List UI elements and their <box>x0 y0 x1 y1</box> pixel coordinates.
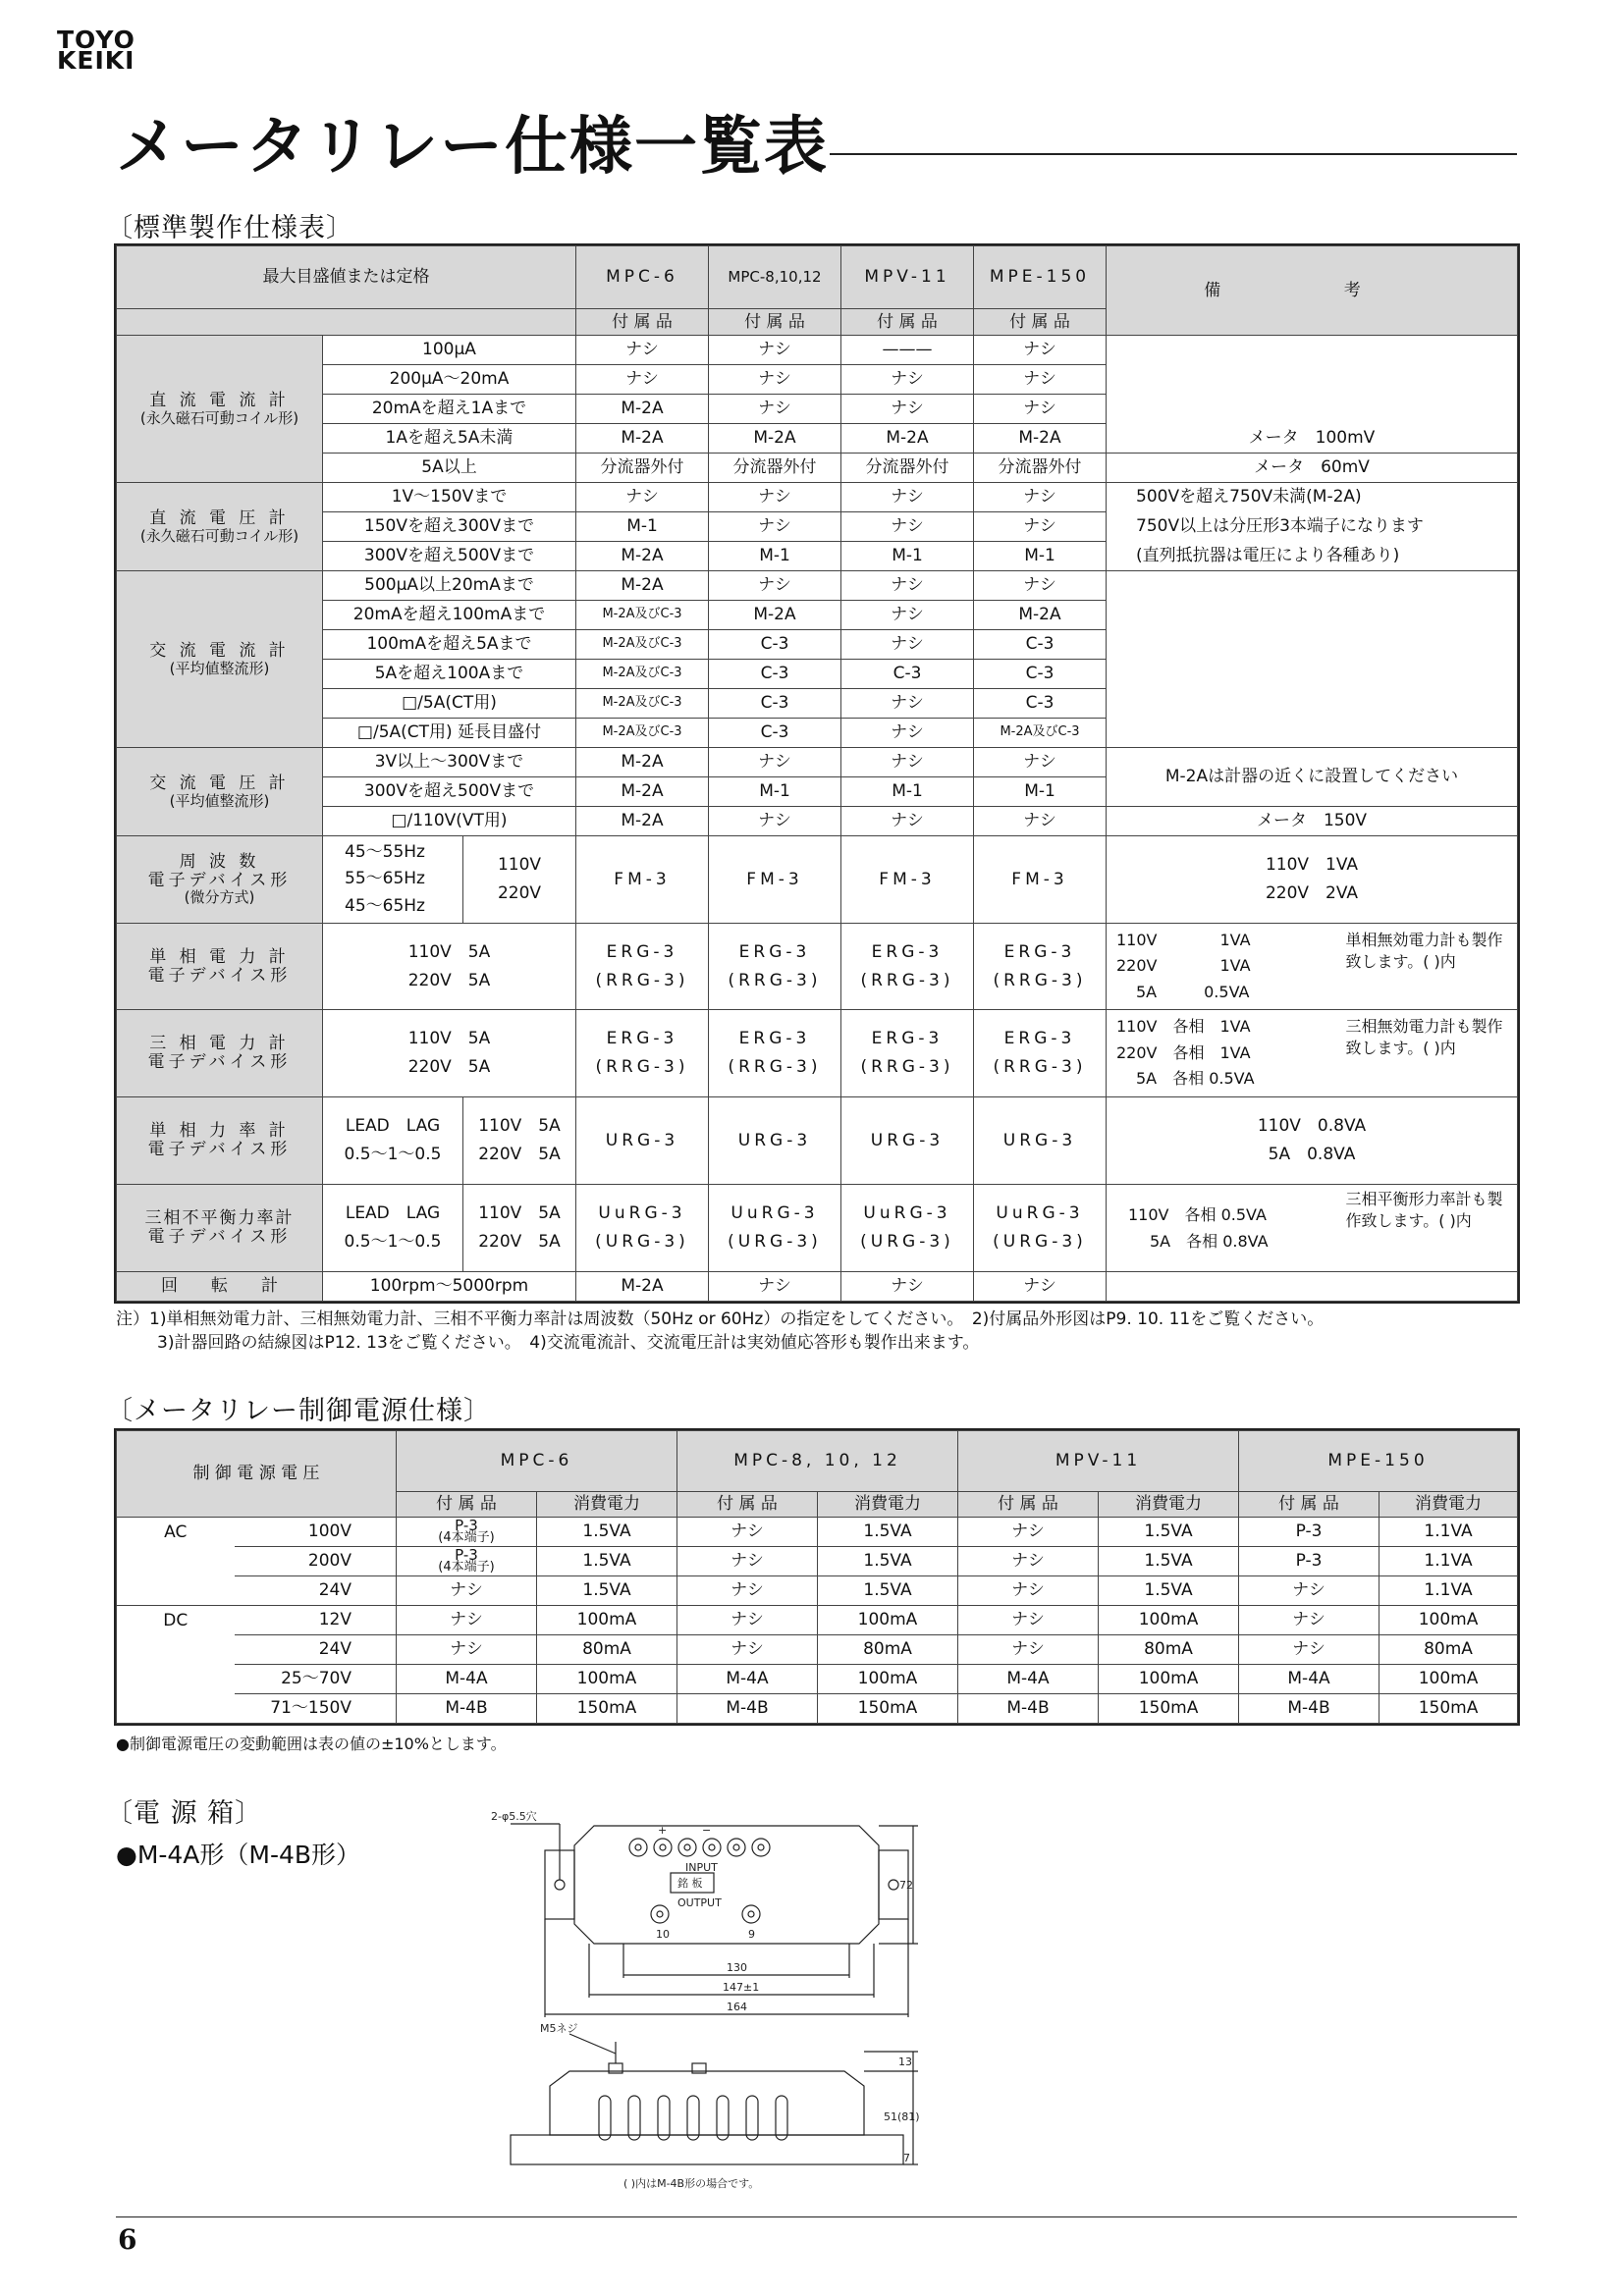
cell: ナシ <box>958 1606 1099 1635</box>
header-control-voltage: 制 御 電 源 電 圧 <box>117 1431 397 1518</box>
cell: ナシ <box>709 336 841 365</box>
three-phase-wattmeter-label: 三 相 電 力 計 電子デバイス形 <box>117 1010 323 1097</box>
cell: ナシ <box>841 365 974 395</box>
tu-remarks: 110V 各相 0.5VA 5A 各相 0.8VA <box>1107 1185 1336 1272</box>
remark: メータ 150V <box>1107 807 1518 836</box>
cell: 1.5VA <box>818 1547 958 1576</box>
cell: ナシ <box>1239 1635 1380 1665</box>
cell: ナシ <box>576 336 709 365</box>
powerbox-model: ●M-4A形（M-4B形） <box>116 1841 361 1869</box>
range-cell: 3V以上～300Vまで <box>323 748 576 777</box>
tp-ranges: 110V 5A 220V 5A <box>323 1010 576 1097</box>
cell: ナシ <box>397 1635 537 1665</box>
cell: ナシ <box>958 1518 1099 1547</box>
cell: 分流器外付 <box>576 454 709 483</box>
cell: ナシ <box>709 748 841 777</box>
range-cell: 200μA～20mA <box>323 365 576 395</box>
single-phase-pf-meter-label: 単 相 力 率 計 電子デバイス形 <box>117 1097 323 1185</box>
frequency-meter-label: 周 波 数 電子デバイス形 (微分方式) <box>117 836 323 924</box>
drawing-caption: ( )内はM-4B形の場合です。 <box>623 2177 760 2190</box>
cell: M-2A <box>576 395 709 424</box>
freq-remarks: 110V 1VA 220V 2VA <box>1107 836 1518 924</box>
header-mpc6: MPC-6 <box>576 246 709 309</box>
remark: 750V以上は分圧形3本端子になります <box>1107 512 1518 542</box>
cell: ナシ <box>397 1576 537 1606</box>
cell: ナシ <box>841 601 974 630</box>
cell: ナシ <box>974 512 1107 542</box>
cell: M-2A <box>974 601 1107 630</box>
dim-51: 51(81) <box>884 2110 920 2123</box>
cell: M-4B <box>397 1694 537 1724</box>
tp-remarks: 110V 各相 1VA 220V 各相 1VA 5A 各相 0.5VA <box>1107 1010 1336 1097</box>
range-cell: 150Vを超え300Vまで <box>323 512 576 542</box>
range-cell: 1V～150Vまで <box>323 483 576 512</box>
cell: P-3 (4本端子) <box>397 1547 537 1576</box>
cell: 150mA <box>818 1694 958 1724</box>
voltage-cell: 24V <box>235 1635 397 1665</box>
cell: ナシ <box>677 1518 818 1547</box>
output-label: OUTPUT <box>677 1896 722 1909</box>
cell: M-2A <box>709 424 841 454</box>
fuzoku-label: 付 属 品 <box>958 1492 1099 1518</box>
footer-rule <box>116 2216 1517 2217</box>
cell: ナシ <box>709 1272 841 1302</box>
dim-13: 13 <box>898 2056 912 2068</box>
cell: M-4B <box>677 1694 818 1724</box>
range-cell: 300Vを超え500Vまで <box>323 777 576 807</box>
sp-note: 単相無効電力計も製作致します。( )内 <box>1336 924 1518 1010</box>
cell: M-1 <box>974 777 1107 807</box>
header-mpe150: MPE-150 <box>1239 1431 1518 1492</box>
terminal-10: 10 <box>656 1928 670 1941</box>
cell: ナシ <box>974 483 1107 512</box>
cell: ナシ <box>958 1635 1099 1665</box>
cell: M-2A及びC-3 <box>576 689 709 719</box>
cell: FM-3 <box>709 836 841 924</box>
single-phase-wattmeter-label: 単 相 電 力 計 電子デバイス形 <box>117 924 323 1010</box>
range-cell: 1Aを超え5A未満 <box>323 424 576 454</box>
cell: M-2A <box>576 571 709 601</box>
range-cell: 100mAを超え5Aまで <box>323 630 576 660</box>
cell: 80mA <box>818 1635 958 1665</box>
cell: 1.5VA <box>1099 1518 1239 1547</box>
cell: 1.1VA <box>1380 1547 1518 1576</box>
cell: URG-3 <box>576 1097 709 1185</box>
cell: M-1 <box>974 542 1107 571</box>
cell: M-4A <box>1239 1665 1380 1694</box>
cell: ナシ <box>576 483 709 512</box>
voltage-cell: 100V <box>235 1518 397 1547</box>
cell: ナシ <box>841 395 974 424</box>
range-cell: □/110V(VT用) <box>323 807 576 836</box>
freq-voltages: 110V 220V <box>463 836 576 924</box>
cell: ナシ <box>841 571 974 601</box>
cell: M-2A <box>974 424 1107 454</box>
cell: 1.1VA <box>1380 1518 1518 1547</box>
cell: 1.1VA <box>1380 1576 1518 1606</box>
cell: M-2A及びC-3 <box>576 601 709 630</box>
cell: M-2A及びC-3 <box>576 630 709 660</box>
fuzoku-label: 付 属 品 <box>841 309 974 336</box>
fuzoku-label: 付 属 品 <box>677 1492 818 1518</box>
dim-holes: 2-φ5.5穴 <box>491 1810 537 1823</box>
header-mpe150: MPE-150 <box>974 246 1107 309</box>
header-mpv11: MPV-11 <box>841 246 974 309</box>
cell: M-4A <box>958 1665 1099 1694</box>
cell: ナシ <box>709 571 841 601</box>
cell: P-3 (4本端子) <box>397 1518 537 1547</box>
cell: P-3 <box>1239 1518 1380 1547</box>
sp-remarks: 110V 1VA 220V 1VA 5A 0.5VA <box>1107 924 1336 1010</box>
tu-ratings: 110V 5A 220V 5A <box>463 1185 576 1272</box>
cell: 150mA <box>537 1694 677 1724</box>
cell: ナシ <box>841 483 974 512</box>
header-range: 最大目盛値または定格 <box>117 246 576 309</box>
dim-130: 130 <box>727 1961 747 1974</box>
ac-label: AC <box>117 1518 235 1606</box>
header-mpc8: MPC-8, 10, 12 <box>677 1431 958 1492</box>
cell: ナシ <box>841 748 974 777</box>
header-remarks: 備 考 <box>1107 246 1518 336</box>
section-title-power: 〔メータリレー制御電源仕様〕 <box>106 1396 491 1426</box>
header-mpv11: MPV-11 <box>958 1431 1239 1492</box>
cell: M-1 <box>709 777 841 807</box>
cell: M-2A <box>576 748 709 777</box>
note-line-1: 注）1)単相無効電力計、三相無効電力計、三相不平衡力率計は周波数（50Hz or 60Hz）の指定をしてください。 2)付属品外形図はP9. 10. 11をご覧ください。 <box>116 1309 1325 1329</box>
cell: ナシ <box>958 1547 1099 1576</box>
voltage-cell: 12V <box>235 1606 397 1635</box>
cell: M-2A <box>576 424 709 454</box>
cell: M-1 <box>576 512 709 542</box>
cell: M-1 <box>709 542 841 571</box>
cell: ナシ <box>1239 1576 1380 1606</box>
cell: ナシ <box>841 630 974 660</box>
voltage-cell: 25～70V <box>235 1665 397 1694</box>
cell: FM-3 <box>576 836 709 924</box>
cell: UuRG-3 (URG-3) <box>974 1185 1107 1272</box>
cell: P-3 <box>1239 1547 1380 1576</box>
fuzoku-label: 付 属 品 <box>974 309 1107 336</box>
cell: 1.5VA <box>818 1518 958 1547</box>
cell: 100mA <box>1099 1606 1239 1635</box>
cell: 分流器外付 <box>974 454 1107 483</box>
cell: 150mA <box>1380 1694 1518 1724</box>
cell: C-3 <box>709 689 841 719</box>
cell: ナシ <box>841 1272 974 1302</box>
cell: ナシ <box>1239 1606 1380 1635</box>
powerbox-drawing <box>491 1806 923 2218</box>
title-rule <box>830 153 1517 155</box>
power-label: 消費電力 <box>1099 1492 1239 1518</box>
tp-note: 三相無効電力計も製作致します。( )内 <box>1336 1010 1518 1097</box>
ac-voltmeter-label: 交 流 電 圧 計 (平均値整流形) <box>117 748 323 836</box>
fuzoku-label: 付 属 品 <box>576 309 709 336</box>
cell: 80mA <box>537 1635 677 1665</box>
range-cell: 20mAを超え1Aまで <box>323 395 576 424</box>
fuzoku-label: 付 属 品 <box>397 1492 537 1518</box>
cell: ナシ <box>709 395 841 424</box>
freq-ranges: 45～55Hz 55～65Hz 45～65Hz <box>323 836 463 924</box>
power-note: ●制御電源電圧の変動範囲は表の値の±10%とします。 <box>116 1735 507 1753</box>
control-power-table <box>116 1430 1518 1724</box>
cell: 100mA <box>537 1606 677 1635</box>
cell: ナシ <box>841 512 974 542</box>
dim-164: 164 <box>727 2001 747 2013</box>
dim-72: 72 <box>899 1879 913 1892</box>
cell: M-2A <box>576 1272 709 1302</box>
cell: 1.5VA <box>818 1576 958 1606</box>
cell: 100mA <box>1380 1606 1518 1635</box>
nameplate-label: 銘 板 <box>677 1877 703 1890</box>
cell: 100mA <box>537 1665 677 1694</box>
cell: M-4B <box>958 1694 1099 1724</box>
cell: M-1 <box>841 777 974 807</box>
cell: M-2A <box>576 777 709 807</box>
cell: 100mA <box>818 1606 958 1635</box>
cell: C-3 <box>974 660 1107 689</box>
cell: ナシ <box>974 395 1107 424</box>
power-label: 消費電力 <box>1380 1492 1518 1518</box>
cell: 1.5VA <box>537 1518 677 1547</box>
cell: UuRG-3 (URG-3) <box>841 1185 974 1272</box>
cell: ナシ <box>677 1635 818 1665</box>
cell: ナシ <box>677 1576 818 1606</box>
range-cell: 5Aを超え100Aまで <box>323 660 576 689</box>
page-title: メータリレー仕様一覧表 <box>116 111 829 184</box>
cell: C-3 <box>709 660 841 689</box>
cell: M-4A <box>397 1665 537 1694</box>
cell: M-2A及びC-3 <box>576 719 709 748</box>
cell: ナシ <box>974 807 1107 836</box>
cell: M-2A <box>709 601 841 630</box>
cell: C-3 <box>709 630 841 660</box>
cell: FM-3 <box>841 836 974 924</box>
voltage-cell: 71～150V <box>235 1694 397 1724</box>
cell: UuRG-3 (URG-3) <box>576 1185 709 1272</box>
cell: ナシ <box>709 807 841 836</box>
cell: ——— <box>841 336 974 365</box>
voltage-cell: 24V <box>235 1576 397 1606</box>
cell: C-3 <box>709 719 841 748</box>
range-cell: 100rpm～5000rpm <box>323 1272 576 1302</box>
cell: URG-3 <box>974 1097 1107 1185</box>
cell: 100mA <box>1380 1665 1518 1694</box>
cell: ERG-3 (RRG-3) <box>974 924 1107 1010</box>
cell: ナシ <box>841 719 974 748</box>
cell: ナシ <box>974 748 1107 777</box>
power-label: 消費電力 <box>537 1492 677 1518</box>
cell: M-2A及びC-3 <box>576 660 709 689</box>
note-line-2: 3)計器回路の結線図はP12. 13をご覧ください。 4)交流電流計、交流電圧計は実効値応答形も製作出来ます。 <box>157 1333 980 1353</box>
cell: ナシ <box>974 1272 1107 1302</box>
cell: M-1 <box>841 542 974 571</box>
spf-ratings: 110V 5A 220V 5A <box>463 1097 576 1185</box>
cell: 100mA <box>1099 1665 1239 1694</box>
dim-m5: M5ネジ <box>540 2022 578 2035</box>
range-cell: 20mAを超え100mAまで <box>323 601 576 630</box>
cell: ERG-3 (RRG-3) <box>576 1010 709 1097</box>
cell: 1.5VA <box>1099 1576 1239 1606</box>
cell: ナシ <box>709 365 841 395</box>
tu-lead-lag: LEAD LAG 0.5～1～0.5 <box>323 1185 463 1272</box>
three-phase-unbalanced-pf-label: 三相不平衡力率計 電子デバイス形 <box>117 1185 323 1272</box>
cell: 80mA <box>1099 1635 1239 1665</box>
page-number: 6 <box>118 2223 137 2256</box>
plus-mark: + <box>658 1824 668 1837</box>
cell: C-3 <box>841 660 974 689</box>
dc-ammeter-label: 直 流 電 流 計 (永久磁石可動コイル形) <box>117 336 323 483</box>
cell: URG-3 <box>841 1097 974 1185</box>
cell: M-2A <box>841 424 974 454</box>
cell: C-3 <box>974 689 1107 719</box>
cell: UuRG-3 (URG-3) <box>709 1185 841 1272</box>
section-title-standard: 〔標準製作仕様表〕 <box>106 213 353 243</box>
cell: ERG-3 (RRG-3) <box>709 1010 841 1097</box>
cell: M-4A <box>677 1665 818 1694</box>
cell: M-4B <box>1239 1694 1380 1724</box>
cell: M-2A及びC-3 <box>974 719 1107 748</box>
range-cell: □/5A(CT用) 延長目盛付 <box>323 719 576 748</box>
cell: M-2A <box>576 807 709 836</box>
cell: 150mA <box>1099 1694 1239 1724</box>
cell: ナシ <box>958 1576 1099 1606</box>
cell: ERG-3 (RRG-3) <box>841 924 974 1010</box>
cell: FM-3 <box>974 836 1107 924</box>
cell: 1.5VA <box>1099 1547 1239 1576</box>
cell: ナシ <box>397 1606 537 1635</box>
power-label: 消費電力 <box>818 1492 958 1518</box>
cell: 100mA <box>818 1665 958 1694</box>
cell: 80mA <box>1380 1635 1518 1665</box>
fuzoku-label: 付 属 品 <box>709 309 841 336</box>
minus-mark: − <box>702 1824 712 1837</box>
cell: 分流器外付 <box>709 454 841 483</box>
input-label: INPUT <box>685 1861 718 1874</box>
ac-ammeter-label: 交 流 電 流 計 (平均値整流形) <box>117 571 323 748</box>
standard-spec-table <box>116 245 1518 1302</box>
cell: ナシ <box>841 807 974 836</box>
header-mpc8: MPC-8,10,12 <box>709 246 841 309</box>
cell: 1.5VA <box>537 1547 677 1576</box>
remark: メータ 60mV <box>1107 454 1518 483</box>
sp-ranges: 110V 5A 220V 5A <box>323 924 576 1010</box>
range-cell: 100μA <box>323 336 576 365</box>
cell: ナシ <box>709 483 841 512</box>
section-title-powerbox: 〔電 源 箱〕 <box>106 1798 263 1829</box>
header-mpc6: MPC-6 <box>397 1431 677 1492</box>
cell: ERG-3 (RRG-3) <box>576 924 709 1010</box>
cell: 分流器外付 <box>841 454 974 483</box>
spf-lead-lag: LEAD LAG 0.5～1～0.5 <box>323 1097 463 1185</box>
cell: M-2A <box>576 542 709 571</box>
cell: ナシ <box>709 512 841 542</box>
voltage-cell: 200V <box>235 1547 397 1576</box>
cell: ナシ <box>974 365 1107 395</box>
cell: ERG-3 (RRG-3) <box>841 1010 974 1097</box>
cell: ナシ <box>576 365 709 395</box>
cell: ナシ <box>974 336 1107 365</box>
cell: C-3 <box>974 630 1107 660</box>
tachometer-label: 回 転 計 <box>117 1272 323 1302</box>
company-logo: TOYO KEIKI <box>57 26 135 75</box>
cell: ナシ <box>974 571 1107 601</box>
cell: URG-3 <box>709 1097 841 1185</box>
tu-note: 三相平衡形力率計も製作致します。( )内 <box>1336 1185 1518 1272</box>
spf-remarks: 110V 0.8VA 5A 0.8VA <box>1107 1097 1518 1185</box>
range-cell: 500μA以上20mAまで <box>323 571 576 601</box>
terminal-9: 9 <box>748 1928 755 1941</box>
range-cell: □/5A(CT用) <box>323 689 576 719</box>
remark: M-2Aは計器の近くに設置してください <box>1107 748 1518 807</box>
range-cell: 5A以上 <box>323 454 576 483</box>
remark: 500Vを超え750V未満(M-2A) <box>1107 483 1518 512</box>
range-cell: 300Vを超え500Vまで <box>323 542 576 571</box>
remark: メータ 100mV <box>1107 424 1518 454</box>
cell: ナシ <box>841 689 974 719</box>
cell: ERG-3 (RRG-3) <box>974 1010 1107 1097</box>
cell: 1.5VA <box>537 1576 677 1606</box>
cell: ナシ <box>677 1547 818 1576</box>
dc-voltmeter-label: 直 流 電 圧 計 (永久磁石可動コイル形) <box>117 483 323 571</box>
dc-label: DC <box>117 1606 235 1724</box>
remark: (直列抵抗器は電圧により各種あり) <box>1107 542 1518 571</box>
dim-147: 147±1 <box>723 1981 760 1994</box>
cell: ERG-3 (RRG-3) <box>709 924 841 1010</box>
cell: ナシ <box>677 1606 818 1635</box>
fuzoku-label: 付 属 品 <box>1239 1492 1380 1518</box>
dim-7: 7 <box>903 2152 910 2164</box>
